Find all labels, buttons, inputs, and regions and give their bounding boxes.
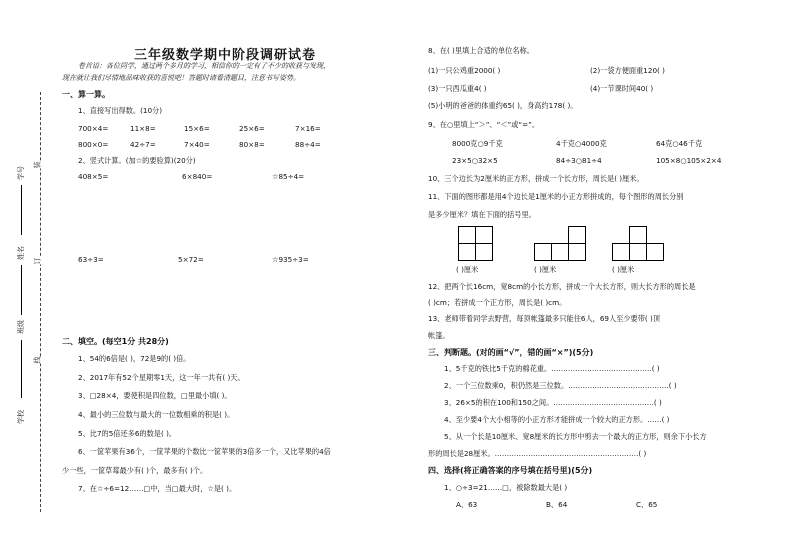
binding-mark-3: 线 <box>33 356 42 364</box>
fill-q10: 10、三个边长为2厘米的正方形，拼成一个长方形，周长是( )厘米。 <box>428 174 644 183</box>
fill-q8: 8、在( )里填上合适的单位名称。 <box>428 46 534 55</box>
compare-row-2-item-1: 23×5○32×5 <box>452 156 498 165</box>
side-label-xuehao: 学号 <box>17 166 25 180</box>
judge-q5-line-2: 形的周长是28厘米。……………………………………………………( ) <box>428 449 647 458</box>
side-label-xuexiao: 学校 <box>17 410 25 424</box>
judge-q1: 1、5千克的铁比5千克的棉花重。……………………………………( ) <box>444 364 660 373</box>
compare-row-1-item-3: 64克○46千克 <box>656 139 703 148</box>
compare-row-2-item-2: 84÷3○81÷4 <box>556 156 602 165</box>
figure-square-2x2 <box>458 226 492 260</box>
fill-q8-item-2: (2)一袋方便面重120( ) <box>590 66 665 75</box>
intro-line-1: 卷首语：各位同学，通过两个多月的学习，相信你的一定有了不少的收获与发现， <box>78 62 330 70</box>
calc-row-2-item-2: 42÷7= <box>130 140 156 149</box>
judge-q4: 4、至少要4个大小相等的小正方形才能拼成一个较大的正方形。……( ) <box>444 415 670 424</box>
vertical-calc-6: ☆935÷3= <box>272 255 309 264</box>
page-title: 三年级数学期中阶段调研试卷 <box>134 48 317 63</box>
fill-q8-item-1: (1)一只公鸡重2000( ) <box>428 66 501 75</box>
vertical-calc-1: 408×5= <box>78 172 109 181</box>
calc-row-2-item-5: 88÷4= <box>295 140 321 149</box>
section-1-heading: 一、算一算。 <box>62 90 110 99</box>
fill-q1: 1、54的6倍是( )，72是9的( )倍。 <box>78 354 191 363</box>
binding-margin <box>0 0 60 550</box>
binding-mark-2: 订 <box>33 257 42 265</box>
side-line-2 <box>21 265 22 315</box>
compare-row-2-item-3: 105×8○105×2×4 <box>656 156 722 165</box>
fill-q9: 9、在○里填上“＞”、“＜”或“=”。 <box>428 120 540 129</box>
compare-row-1-item-1: 8000克○9千克 <box>452 139 503 148</box>
judge-q2: 2、一个三位数乘0，积仍然是三位数。……………………………………( ) <box>444 381 677 390</box>
vertical-calc-2: 6×840= <box>182 172 213 181</box>
calc-row-2-item-3: 7×40= <box>184 140 210 149</box>
compare-row-1-item-2: 4千克○4000克 <box>556 139 607 148</box>
judge-q3: 3、26×5的积在100和150之间。……………………………………( ) <box>444 398 662 407</box>
choice-q1-option-b: B、64 <box>546 500 568 509</box>
fill-q4: 4、最小的三位数与最大的一位数相乘的积是( )。 <box>78 410 235 419</box>
section-3-heading: 三、判断题。(对的画“√”，错的画“×”)(5分) <box>428 348 594 357</box>
figure-t-shape <box>612 226 672 260</box>
fill-q5: 5、比7的5倍还多6的数是( )。 <box>78 429 177 438</box>
side-line-1 <box>21 185 22 235</box>
calc-row-1-item-2: 11×8= <box>130 124 156 133</box>
judge-q5-line-1: 5、从一个长是10厘米、宽8厘米的长方形中剪去一个最大的正方形，则余下小长方 <box>444 432 707 441</box>
vertical-calc-3: ☆85÷4= <box>272 172 305 181</box>
intro-line-2: 现在就让我们尽情地品味收获的喜悦吧！答题时请看清题目，注意书写姿势。 <box>62 74 300 82</box>
figure-answer-2: ( )厘米 <box>534 265 557 274</box>
fill-q13-line-1: 13、老师带着同学去野营，每顶帐篷最多只能住6人，69人至少要带( )顶 <box>428 314 661 323</box>
calc-row-2-item-1: 800×0= <box>78 140 109 149</box>
fill-q8-item-4: (4)一节课时间40( ) <box>590 84 654 93</box>
side-label-banji: 班级 <box>17 320 25 334</box>
section-1-q2: 2、竖式计算。(加☆的要验算)(20分) <box>78 156 196 165</box>
binding-mark-1: 装 <box>33 161 42 169</box>
side-label-xingming: 姓名 <box>17 246 25 260</box>
fill-q2: 2、2017年有52个星期零1天，这一年一共有( )天。 <box>78 373 245 382</box>
calc-row-2-item-4: 80×8= <box>239 140 265 149</box>
section-2-heading: 二、填空。(每空1分 共28分) <box>62 337 169 346</box>
fill-q13-line-2: 帐篷。 <box>428 331 450 340</box>
figure-answer-1: ( )厘米 <box>456 265 479 274</box>
calc-row-1-item-5: 7×16= <box>295 124 321 133</box>
choice-q1-option-c: C、65 <box>636 500 658 509</box>
choice-q1: 1、○÷3=21……□，被除数最大是( ) <box>444 483 568 492</box>
binding-dashed-line <box>40 92 41 512</box>
calc-row-1-item-4: 25×6= <box>239 124 265 133</box>
section-1-q1: 1、直接写出得数。(10分) <box>78 106 163 115</box>
vertical-calc-4: 63÷3= <box>78 255 104 264</box>
fill-q11-line-2: 是多少厘米？填在下面的括号里。 <box>428 210 536 219</box>
fill-q11-line-1: 11、下面的图形都是用4个边长是1厘米的小正方形拼成的，每个图形的周长分别 <box>428 192 684 201</box>
choice-q1-option-a: A、63 <box>456 500 478 509</box>
figure-answer-3: ( )厘米 <box>612 265 635 274</box>
fill-q12-line-1: 12、把两个长16cm，宽8cm的小长方形，拼成一个大长方形，则大长方形的周长是 <box>428 282 696 291</box>
vertical-calc-5: 5×72= <box>178 255 204 264</box>
figure-step-shape <box>534 226 594 260</box>
fill-q6-line-2: 少一些，一筐草莓最少有( )个，最多有( )个。 <box>62 466 208 475</box>
fill-q7: 7、在☆÷6=12……□中，当□最大时，☆是( )。 <box>78 484 237 493</box>
fill-q8-item-3: (3)一只西瓜重4( ) <box>428 84 487 93</box>
fill-q12-line-2: ( )cm；若拼成一个正方形，周长是( )cm。 <box>428 298 567 307</box>
calc-row-1-item-3: 15×6= <box>184 124 210 133</box>
calc-row-1-item-1: 700×4= <box>78 124 109 133</box>
side-line-3 <box>21 340 22 398</box>
fill-q6-line-1: 6、一筐苹果有36个，一筐苹果的个数比一筐苹果的3倍多一个，又比苹果的4倍 <box>78 447 331 456</box>
fill-q8-item-5: (5)小明的爸爸的体重约65( )，身高约178( )。 <box>428 101 578 110</box>
fill-q3: 3、□28×4，要使积是四位数，□里最小填( )。 <box>78 391 232 400</box>
section-4-heading: 四、选择(将正确答案的序号填在括号里)(5分) <box>428 466 593 475</box>
